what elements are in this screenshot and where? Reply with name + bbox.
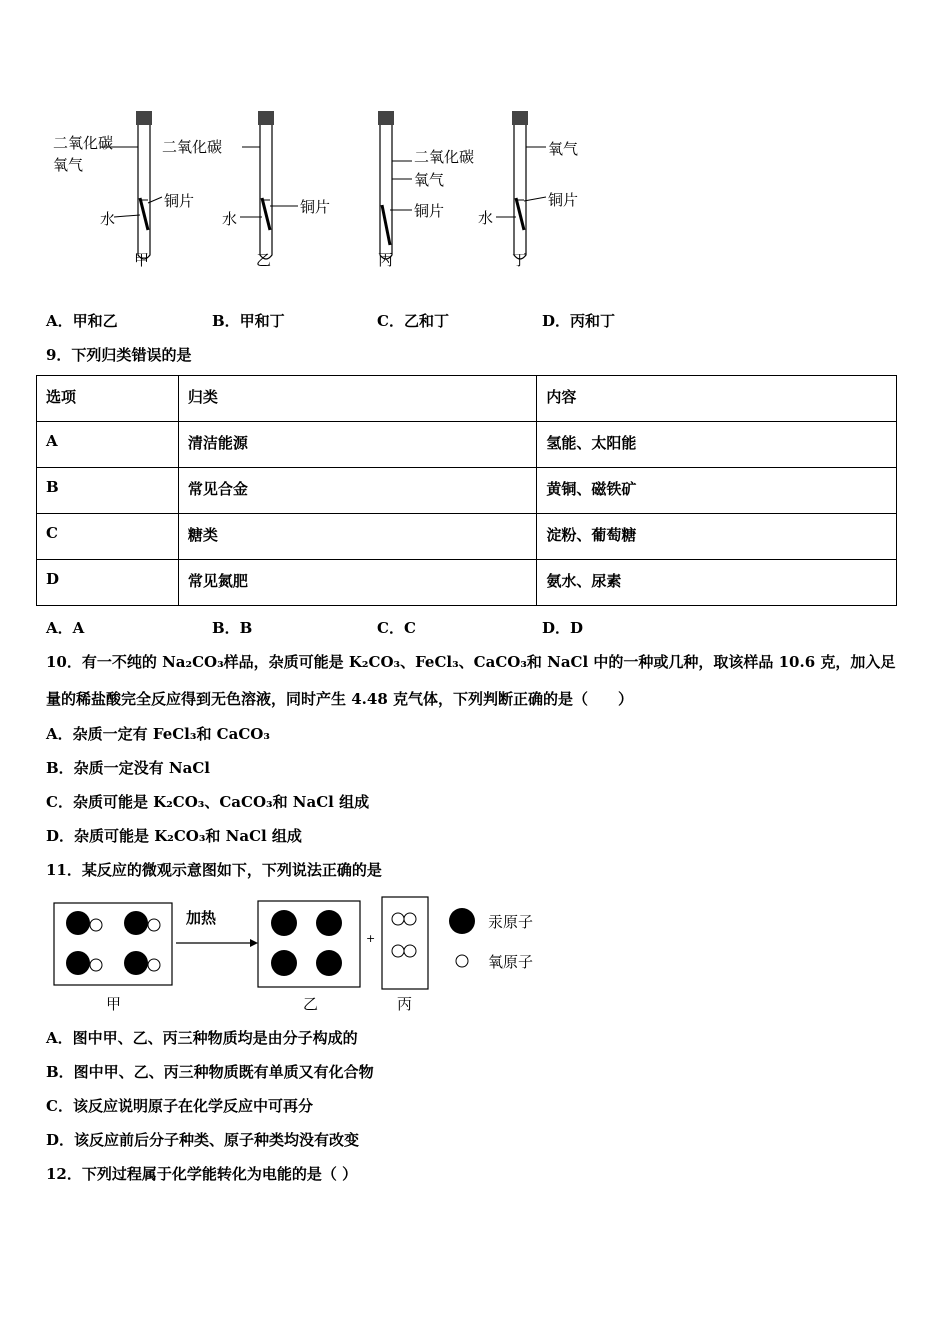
hgo-molecules bbox=[66, 911, 160, 975]
table-cell: 清洁能源 bbox=[178, 422, 537, 468]
tube-ding-name: 丁 bbox=[512, 251, 528, 269]
box-bing bbox=[382, 897, 428, 989]
table-cell: 黄铜、磁铁矿 bbox=[537, 468, 897, 514]
q10-option-c[interactable]: C．杂质可能是 K₂CO₃、CaCO₃和 NaCl 组成 bbox=[46, 793, 370, 811]
arrow-label: 加热 bbox=[186, 909, 217, 927]
table-header-row bbox=[37, 376, 897, 422]
q10-option-b[interactable]: B．杂质一定没有 NaCl bbox=[46, 759, 210, 777]
table-cell: 氨水、尿素 bbox=[537, 560, 897, 606]
tube-jia-label-water: 水 bbox=[100, 210, 116, 228]
table-cell: A bbox=[37, 422, 179, 468]
table-cell: D bbox=[37, 560, 179, 606]
hg-atoms bbox=[271, 910, 342, 976]
q8-option-a[interactable]: A．甲和乙 bbox=[46, 312, 118, 330]
tube-yi-label-water: 水 bbox=[222, 210, 238, 228]
tube-yi bbox=[240, 111, 298, 259]
q10-stem-line2: 量的稀盐酸完全反应得到无色溶液，同时产生 4.48 克气体，下列判断正确的是（ ） bbox=[46, 690, 633, 708]
table-cell: 氢能、太阳能 bbox=[537, 422, 897, 468]
o2-molecules bbox=[392, 913, 416, 957]
table-cell: 常见合金 bbox=[178, 468, 537, 514]
tube-ding bbox=[496, 111, 546, 259]
table-row bbox=[37, 560, 897, 606]
tube-ding-label-water: 水 bbox=[478, 209, 494, 227]
tube-ding-label-o2: 氧气 bbox=[548, 140, 579, 158]
table-header-cell: 选项 bbox=[37, 376, 179, 422]
mercury-legend-label: 汞原子 bbox=[488, 913, 534, 931]
tube-yi-label-cu: 铜片 bbox=[300, 198, 331, 216]
table-row bbox=[37, 468, 897, 514]
table-cell: 糖类 bbox=[178, 514, 537, 560]
q10-stem-line1: 10．有一不纯的 Na₂CO₃样品，杂质可能是 K₂CO₃、FeCl₃、CaCO₃和 NaCl 中的一种或几种，取该样品 10.6 克，加入足 bbox=[46, 653, 896, 671]
table-row bbox=[37, 514, 897, 560]
q9-option-d[interactable]: D．D bbox=[542, 619, 584, 637]
tube-bing bbox=[378, 111, 412, 259]
q11-option-a[interactable]: A．图中甲、乙、丙三种物质均是由分子构成的 bbox=[46, 1029, 358, 1047]
tube-bing-name: 丙 bbox=[378, 251, 394, 269]
tube-jia-label-cu: 铜片 bbox=[164, 192, 195, 210]
tube-yi-name: 乙 bbox=[256, 251, 272, 269]
table-cell: C bbox=[37, 514, 179, 560]
oxygen-atom-legend bbox=[456, 955, 468, 967]
tube-ding-label-cu: 铜片 bbox=[548, 191, 579, 209]
tube-bing-label-co2: 二氧化碳 bbox=[414, 148, 475, 166]
q12-stem: 12．下列过程属于化学能转化为电能的是（ ） bbox=[46, 1165, 358, 1183]
q11-option-b[interactable]: B．图中甲、乙、丙三种物质既有单质又有化合物 bbox=[46, 1063, 374, 1081]
q11-option-c[interactable]: C．该反应说明原子在化学反应中可再分 bbox=[46, 1097, 313, 1115]
q9-option-a[interactable]: A．A bbox=[46, 619, 85, 637]
tube-bing-label-cu: 铜片 bbox=[414, 202, 445, 220]
q8-option-b[interactable]: B．甲和丁 bbox=[212, 312, 285, 330]
table-cell: 常见氮肥 bbox=[178, 560, 537, 606]
q9-option-b[interactable]: B．B bbox=[212, 619, 253, 637]
tube-yi-label-co2: 二氧化碳 bbox=[162, 138, 223, 156]
box-yi bbox=[258, 901, 360, 987]
table-cell: 淀粉、葡萄糖 bbox=[537, 514, 897, 560]
q8-option-c[interactable]: C．乙和丁 bbox=[377, 312, 449, 330]
box-jia-label: 甲 bbox=[106, 995, 122, 1013]
q9-option-c[interactable]: C．C bbox=[377, 619, 416, 637]
table-row bbox=[37, 422, 897, 468]
table-header-cell: 归类 bbox=[178, 376, 537, 422]
q8-option-d[interactable]: D．丙和丁 bbox=[542, 312, 616, 330]
plus-sign: + bbox=[366, 932, 376, 945]
table-header-cell: 内容 bbox=[537, 376, 897, 422]
q9-stem: 9．下列归类错误的是 bbox=[46, 346, 192, 364]
tube-bing-label-o2: 氧气 bbox=[414, 171, 445, 189]
tube-jia-label-o2: 氧气 bbox=[53, 156, 84, 174]
q10-option-d[interactable]: D．杂质可能是 K₂CO₃和 NaCl 组成 bbox=[46, 827, 302, 845]
box-bing-label: 丙 bbox=[397, 995, 413, 1013]
oxygen-legend-label: 氧原子 bbox=[488, 953, 534, 971]
q11-stem: 11．某反应的微观示意图如下，下列说法正确的是 bbox=[46, 861, 382, 879]
tube-jia-name: 甲 bbox=[134, 251, 150, 269]
mercury-atom-legend bbox=[449, 908, 475, 934]
q10-option-a[interactable]: A．杂质一定有 FeCl₃和 CaCO₃ bbox=[46, 725, 270, 743]
q11-option-d[interactable]: D．该反应前后分子种类、原子种类均没有改变 bbox=[46, 1131, 360, 1149]
q9-table bbox=[36, 375, 897, 606]
reaction-diagram bbox=[50, 895, 550, 1015]
tube-jia-label-co2: 二氧化碳 bbox=[53, 134, 114, 152]
table-cell: B bbox=[37, 468, 179, 514]
box-yi-label: 乙 bbox=[303, 995, 319, 1013]
